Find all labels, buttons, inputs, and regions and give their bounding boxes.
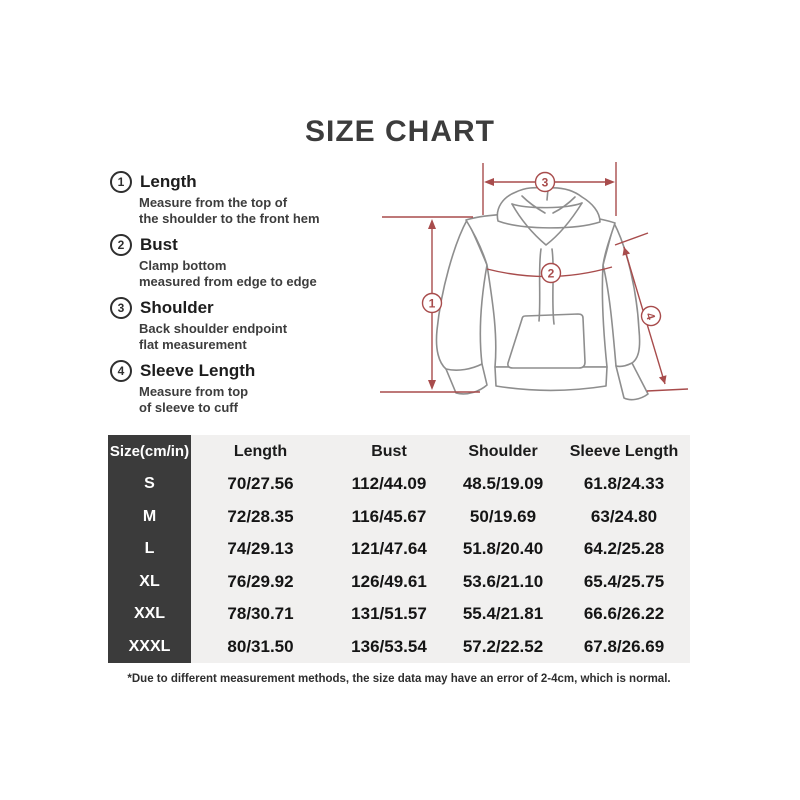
table-row-s <box>108 468 690 501</box>
guide-item-heading <box>110 360 350 382</box>
guide-item-bust <box>110 234 350 290</box>
svg-text:1: 1 <box>428 296 436 311</box>
header-bust: Bust <box>330 435 448 468</box>
marker-length <box>423 294 442 313</box>
guide-item-description <box>139 321 350 353</box>
shoulder-value: 48.5/19.09 <box>448 468 558 501</box>
shoulder-value: 53.6/21.10 <box>448 566 558 599</box>
bust-value: 112/44.09 <box>330 468 448 501</box>
bust-value: 131/51.57 <box>330 598 448 631</box>
sleeve-value: 67.8/26.69 <box>558 631 690 664</box>
description-line: Measure from top <box>139 384 249 399</box>
shoulder-value: 50/19.69 <box>448 501 558 534</box>
footnote: *Due to different measurement methods, the size data may have an error of 2-4cm, which is normal. <box>127 673 671 685</box>
description-line: Measure from the top of <box>139 195 288 210</box>
length-value: 74/29.13 <box>191 533 330 566</box>
marker-bust <box>542 264 561 283</box>
bust-value: 121/47.64 <box>330 533 448 566</box>
guide-item-description <box>139 384 350 416</box>
table-row-l <box>108 533 690 566</box>
length-value: 76/29.92 <box>191 566 330 599</box>
page-title: SIZE CHART <box>305 115 495 148</box>
sleeve-value: 66.6/26.22 <box>558 598 690 631</box>
guide-item-heading <box>110 171 350 193</box>
table-row-m <box>108 501 690 534</box>
bust-value: 126/49.61 <box>330 566 448 599</box>
size-label: XL <box>108 566 191 599</box>
header-size: Size(cm/in) <box>108 435 191 468</box>
hoodie-diagram <box>370 158 702 426</box>
svg-text:3: 3 <box>541 175 549 190</box>
guide-item-sleeve-length <box>110 360 350 416</box>
guide-item-label: Shoulder <box>140 298 214 317</box>
description-line: Clamp bottom <box>139 258 227 273</box>
description-line: flat measurement <box>139 337 247 352</box>
table-row-xl <box>108 566 690 599</box>
guide-item-heading <box>110 297 350 319</box>
guide-item-length <box>110 171 350 227</box>
table-row-xxxl <box>108 631 690 664</box>
guide-item-description <box>139 195 350 227</box>
circled-number-3: 3 <box>110 297 132 319</box>
bust-value: 116/45.67 <box>330 501 448 534</box>
header-shoulder: Shoulder <box>448 435 558 468</box>
length-value: 80/31.50 <box>191 631 330 664</box>
guide-item-label: Length <box>140 172 197 191</box>
size-label: L <box>108 533 191 566</box>
sleeve-value: 65.4/25.75 <box>558 566 690 599</box>
description-line: the shoulder to the front hem <box>139 211 320 226</box>
size-label: M <box>108 501 191 534</box>
size-label: XXXL <box>108 631 191 664</box>
description-line: measured from edge to edge <box>139 274 317 289</box>
size-table <box>108 435 690 663</box>
shoulder-value: 51.8/20.40 <box>448 533 558 566</box>
size-label: S <box>108 468 191 501</box>
guide-item-description <box>139 258 350 290</box>
guide-item-heading <box>110 234 350 256</box>
guide-item-shoulder <box>110 297 350 353</box>
guide-item-label: Bust <box>140 235 178 254</box>
circled-number-2: 2 <box>110 234 132 256</box>
circled-number-1: 1 <box>110 171 132 193</box>
length-value: 78/30.71 <box>191 598 330 631</box>
bust-value: 136/53.54 <box>330 631 448 664</box>
sleeve-value: 64.2/25.28 <box>558 533 690 566</box>
description-line: Back shoulder endpoint <box>139 321 288 336</box>
guide-item-label: Sleeve Length <box>140 361 256 380</box>
hoodie-hem-band <box>495 367 607 391</box>
header-length: Length <box>191 435 330 468</box>
sleeve-value: 63/24.80 <box>558 501 690 534</box>
length-value: 70/27.56 <box>191 468 330 501</box>
marker-shoulder <box>536 173 555 192</box>
description-line: of sleeve to cuff <box>139 400 238 415</box>
svg-text:2: 2 <box>547 266 555 281</box>
length-value: 72/28.35 <box>191 501 330 534</box>
shoulder-value: 55.4/21.81 <box>448 598 558 631</box>
sleeve-value: 61.8/24.33 <box>558 468 690 501</box>
measurement-guide <box>110 171 350 423</box>
size-label: XXL <box>108 598 191 631</box>
header-sleeve-length: Sleeve Length <box>558 435 690 468</box>
table-row-xxl <box>108 598 690 631</box>
shoulder-value: 57.2/22.52 <box>448 631 558 664</box>
table-header-row <box>108 435 690 468</box>
circled-number-4: 4 <box>110 360 132 382</box>
svg-text:4: 4 <box>642 310 659 322</box>
